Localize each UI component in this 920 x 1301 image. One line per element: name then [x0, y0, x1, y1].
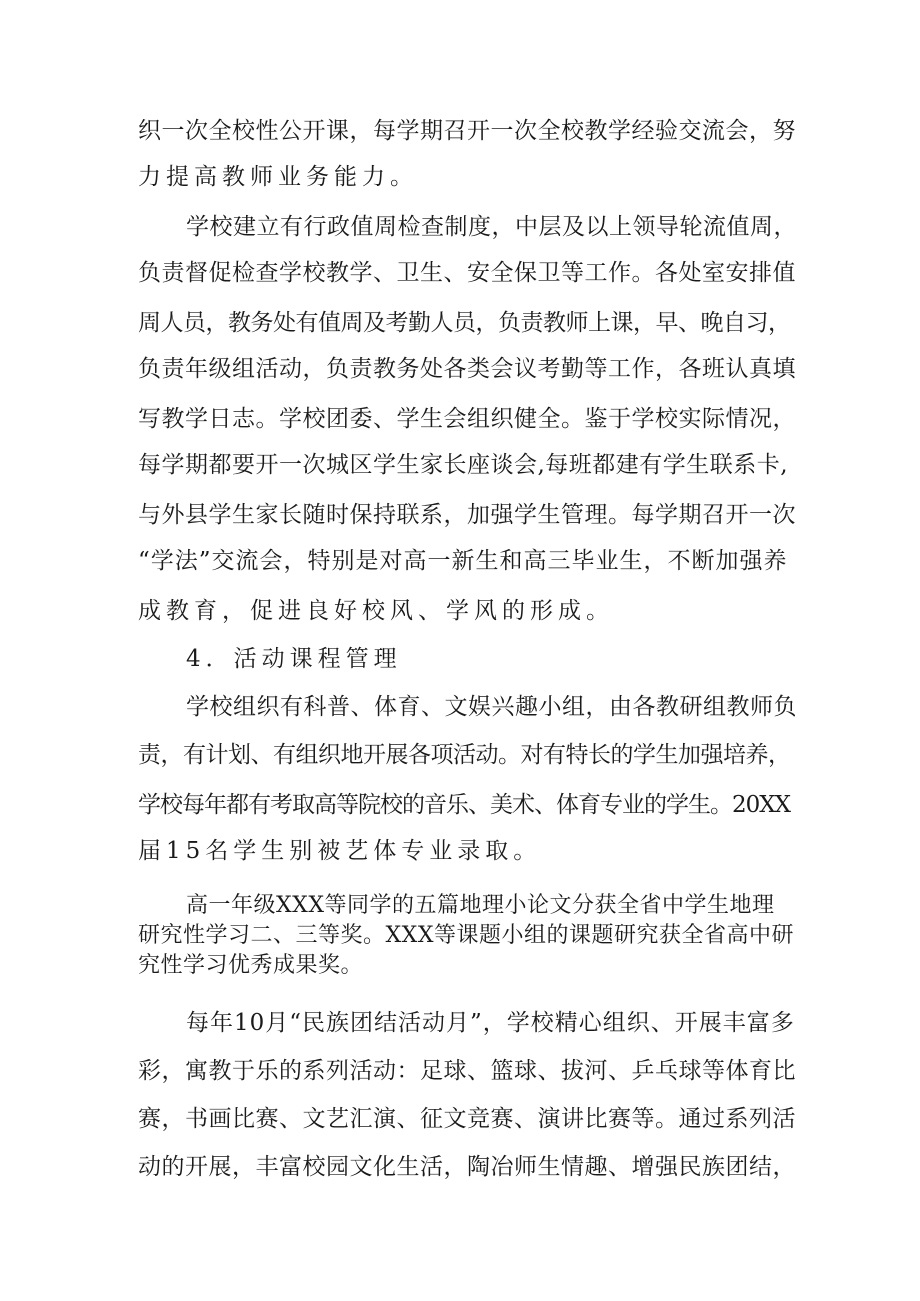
text-line: 每学期都要开一次城区学生家长座谈会,每班都建有学生联系卡,	[138, 452, 789, 478]
text-line: 写教学日志。学校团委、学生会组织健全。鉴于学校实际情况，	[138, 406, 796, 432]
text-line: 负责年级组活动，负责教务处各类会议考勤等工作，各班认真填	[138, 356, 796, 382]
text-line: 责，有计划、有组织地开展各项活动。对有特长的学生加强培养，	[138, 742, 791, 768]
text-line: 学校每年都有考取高等院校的音乐、美术、体育专业的学生。20XX	[138, 792, 791, 818]
text-line: 成教育，促进良好校风、学风的形成。	[138, 598, 614, 624]
section-heading: 4．活动课程管理	[186, 646, 402, 672]
text-line: 届15名学生别被艺体专业录取。	[138, 838, 542, 864]
text-line: 周人员，教务处有值周及考勤人员，负责教师上课，早、晚自习，	[138, 310, 791, 336]
text-line: 彩，寓教于乐的系列活动：足球、篮球、拔河、乒乓球等体育比	[138, 1058, 796, 1084]
text-line: 负责督促检查学校教学、卫生、安全保卫等工作。各处室安排值	[138, 260, 796, 286]
text-line: 究性学习优秀成果奖。	[138, 953, 364, 978]
text-line: 动的开展，丰富校园文化生活，陶冶师生情趣、增强民族团结，	[138, 1154, 796, 1180]
paragraph-first-line: 每年10月“民族团结活动月”，学校精心组织、开展丰富多	[186, 1010, 795, 1036]
text-line: 织一次全校性公开课，每学期召开一次全校教学经验交流会，努	[138, 118, 796, 144]
paragraph-first-line: 学校组织有科普、体育、文娱兴趣小组，由各教研组教师负	[186, 694, 797, 720]
text-line: 力提高教师业务能力。	[138, 164, 418, 190]
text-line: 赛，书画比赛、文艺汇演、征文竞赛、演讲比赛等。通过系列活	[138, 1106, 796, 1132]
text-line: “学法”交流会，特别是对高一新生和高三毕业生，不断加强养	[138, 548, 788, 574]
text-line: 与外县学生家长随时保持联系，加强学生管理。每学期召开一次	[138, 502, 796, 528]
paragraph-first-line: 学校建立有行政值周检查制度，中层及以上领导轮流值周，	[186, 214, 797, 240]
paragraph-first-line: 高一年级XXX等同学的五篇地理小论文分获全省中学生地理	[186, 893, 775, 918]
text-line: 研究性学习二、三等奖。XXX等课题小组的课题研究获全省高中研	[138, 923, 794, 948]
